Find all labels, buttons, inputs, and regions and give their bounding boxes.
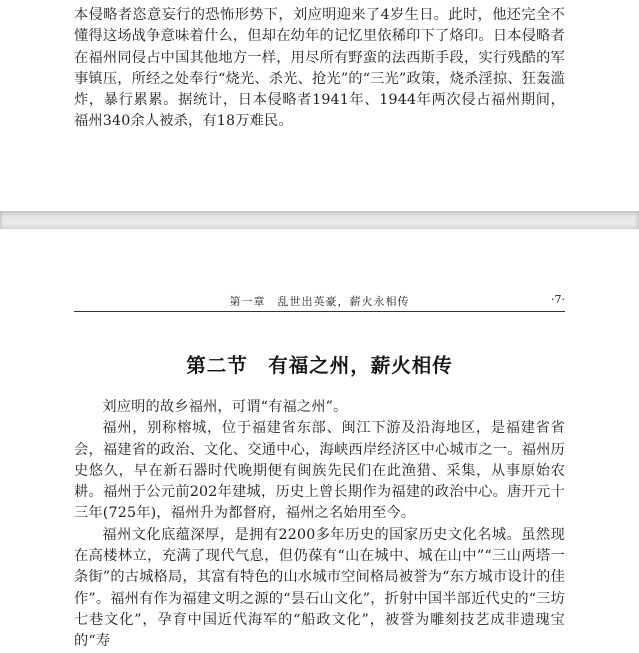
top-paragraph-1: 本侵略者恣意妄行的恐怖形势下，刘应明迎来了4岁生日。此时，他还完全不懂得这场战争意味着什么，但却在幼年的记忆里依稀印下了烙印。日本侵略者在福州同侵占中国其他地方一样，用尽所有野蛮的法西斯手段，实行残酷的军事镇压，所经之处奉行“烧光、杀光、抢光”的“三光”政策，烧杀淫掠、狂轰滥炸，暴行累累。据统计，日本侵略者1941年、1944年两次侵占福州期间，福州340余人被杀，有18万难民。 [74,7,565,130]
page-number: ·7· [551,293,565,306]
section-title: 第二节 有福之州，薪火相传 [186,354,453,377]
top-page [0,0,639,211]
bottom-page-body [74,397,565,653]
paragraph-2: 福州，别称榕城，位于福建省东部、闽江下游及沿海地区，是福建省省会，福建省的政治、文化、交通中心，海峡西岸经济区中心城市之一。福州历史悠久，早在新石器时代晚期便有闽族先民们在此渔猎、采集，从事原始农耕。福州于公元前202年建城，历史上曾长期作为福建的政治中心。唐开元十三年(725年)，福州升为都督府，福州之名始用至今。 [74,420,565,522]
paragraph-3: 福州文化底蕴深厚，是拥有2200多年历史的国家历史文化名城。虽然现在高楼林立，充满了现代气息，但仍葆有“山在城中、城在山中”“三山两塔一条街”的古城格局，其富有特色的山水城市空间格局被誉为“东方城市设计的佳作”。福州有作为福建文明之源的“昙石山文化”，折射中国半部近代史的“三坊七巷文化”，孕育中国近代海军的“船政文化”，被誉为雕刻技艺成非遗瑰宝的“寿 [74,526,565,650]
bottom-page [0,229,639,650]
chapter-title: 第一章 乱世出英豪，薪火永相传 [229,295,410,308]
top-page-body [74,5,565,133]
paragraph-1: 刘应明的故乡福州，可谓“有福之州”。 [102,399,348,415]
page-separator [0,211,639,229]
running-header [74,291,565,312]
